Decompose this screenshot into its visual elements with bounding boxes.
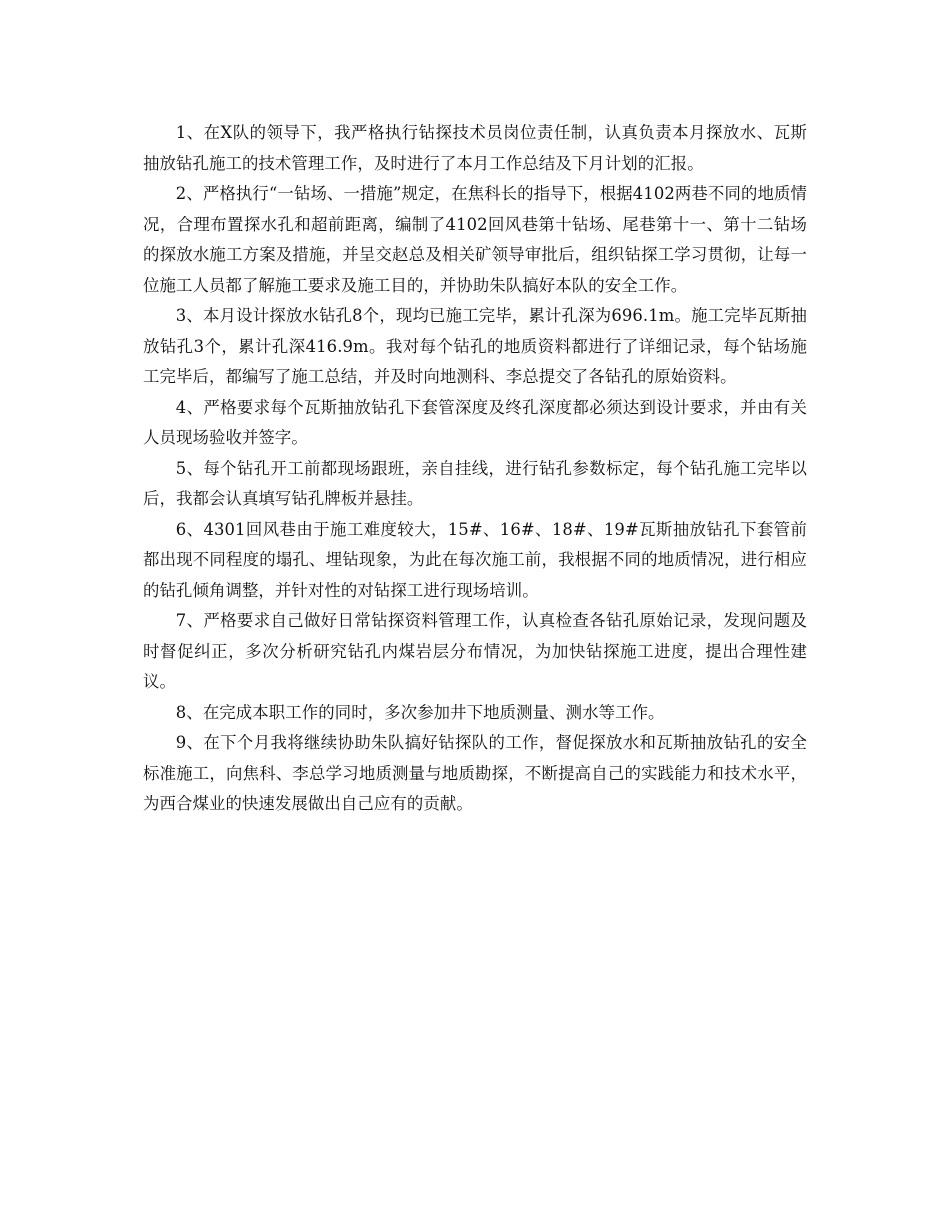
paragraph-3: 3、本月设计探放水钻孔8个，现均已施工完毕，累计孔深为696.1m。施工完毕瓦斯抽放钻孔3个，累计孔深416.9m。我对每个钻孔的地质资料都进行了详细记录，每个钻场施工完毕后，都编写了施工总结，并及时向地测科、李总提交了各钻孔的原始资料。: [143, 306, 807, 386]
paragraph-1: 1、在X队的领导下，我严格执行钻探技术员岗位责任制，认真负责本月探放水、瓦斯抽放钻孔施工的技术管理工作，及时进行了本月工作总结及下月计划的汇报。: [143, 123, 807, 173]
paragraph-9: 9、在下个月我将继续协助朱队搞好钻探队的工作，督促探放水和瓦斯抽放钻孔的安全标准施工，向焦科、李总学习地质测量与地质勘探，不断提高自己的实践能力和技术水平，为西合煤业的快速发展做出自己应有的贡献。: [143, 733, 807, 813]
paragraph-5: 5、每个钻孔开工前都现场跟班，亲自挂线，进行钻孔参数标定，每个钻孔施工完毕以后，我都会认真填写钻孔牌板并悬挂。: [143, 458, 807, 508]
paragraph-6: 6、4301回风巷由于施工难度较大，15#、16#、18#、19#瓦斯抽放钻孔下套管前都出现不同程度的塌孔、埋钻现象，为此在每次施工前，我根据不同的地质情况，进行相应的钻孔倾角调整，并针对性的对钻探工进行现场培训。: [143, 519, 807, 600]
document-body: [143, 118, 807, 820]
paragraph-2: 2、严格执行“一钻场、一措施”规定，在焦科长的指导下，根据4102两巷不同的地质情况，合理布置探水孔和超前距离，编制了4102回风巷第十钻场、尾巷第十一、第十二钻场的探放水施工方案及措施，并呈交赵总及相关矿领导审批后，组织钻探工学习贯彻，让每一位施工人员都了解施工要求及施工目的，并协助朱队搞好本队的安全工作。: [143, 184, 807, 295]
paragraph-4: 4、严格要求每个瓦斯抽放钻孔下套管深度及终孔深度都必须达到设计要求，并由有关人员现场验收并签字。: [143, 397, 807, 447]
paragraph-7: 7、严格要求自己做好日常钻探资料管理工作，认真检查各钻孔原始记录，发现问题及时督促纠正，多次分析研究钻孔内煤岩层分布情况，为加快钻探施工进度，提出合理性建议。: [143, 611, 807, 691]
paragraph-8: 8、在完成本职工作的同时，多次参加井下地质测量、测水等工作。: [175, 702, 665, 722]
